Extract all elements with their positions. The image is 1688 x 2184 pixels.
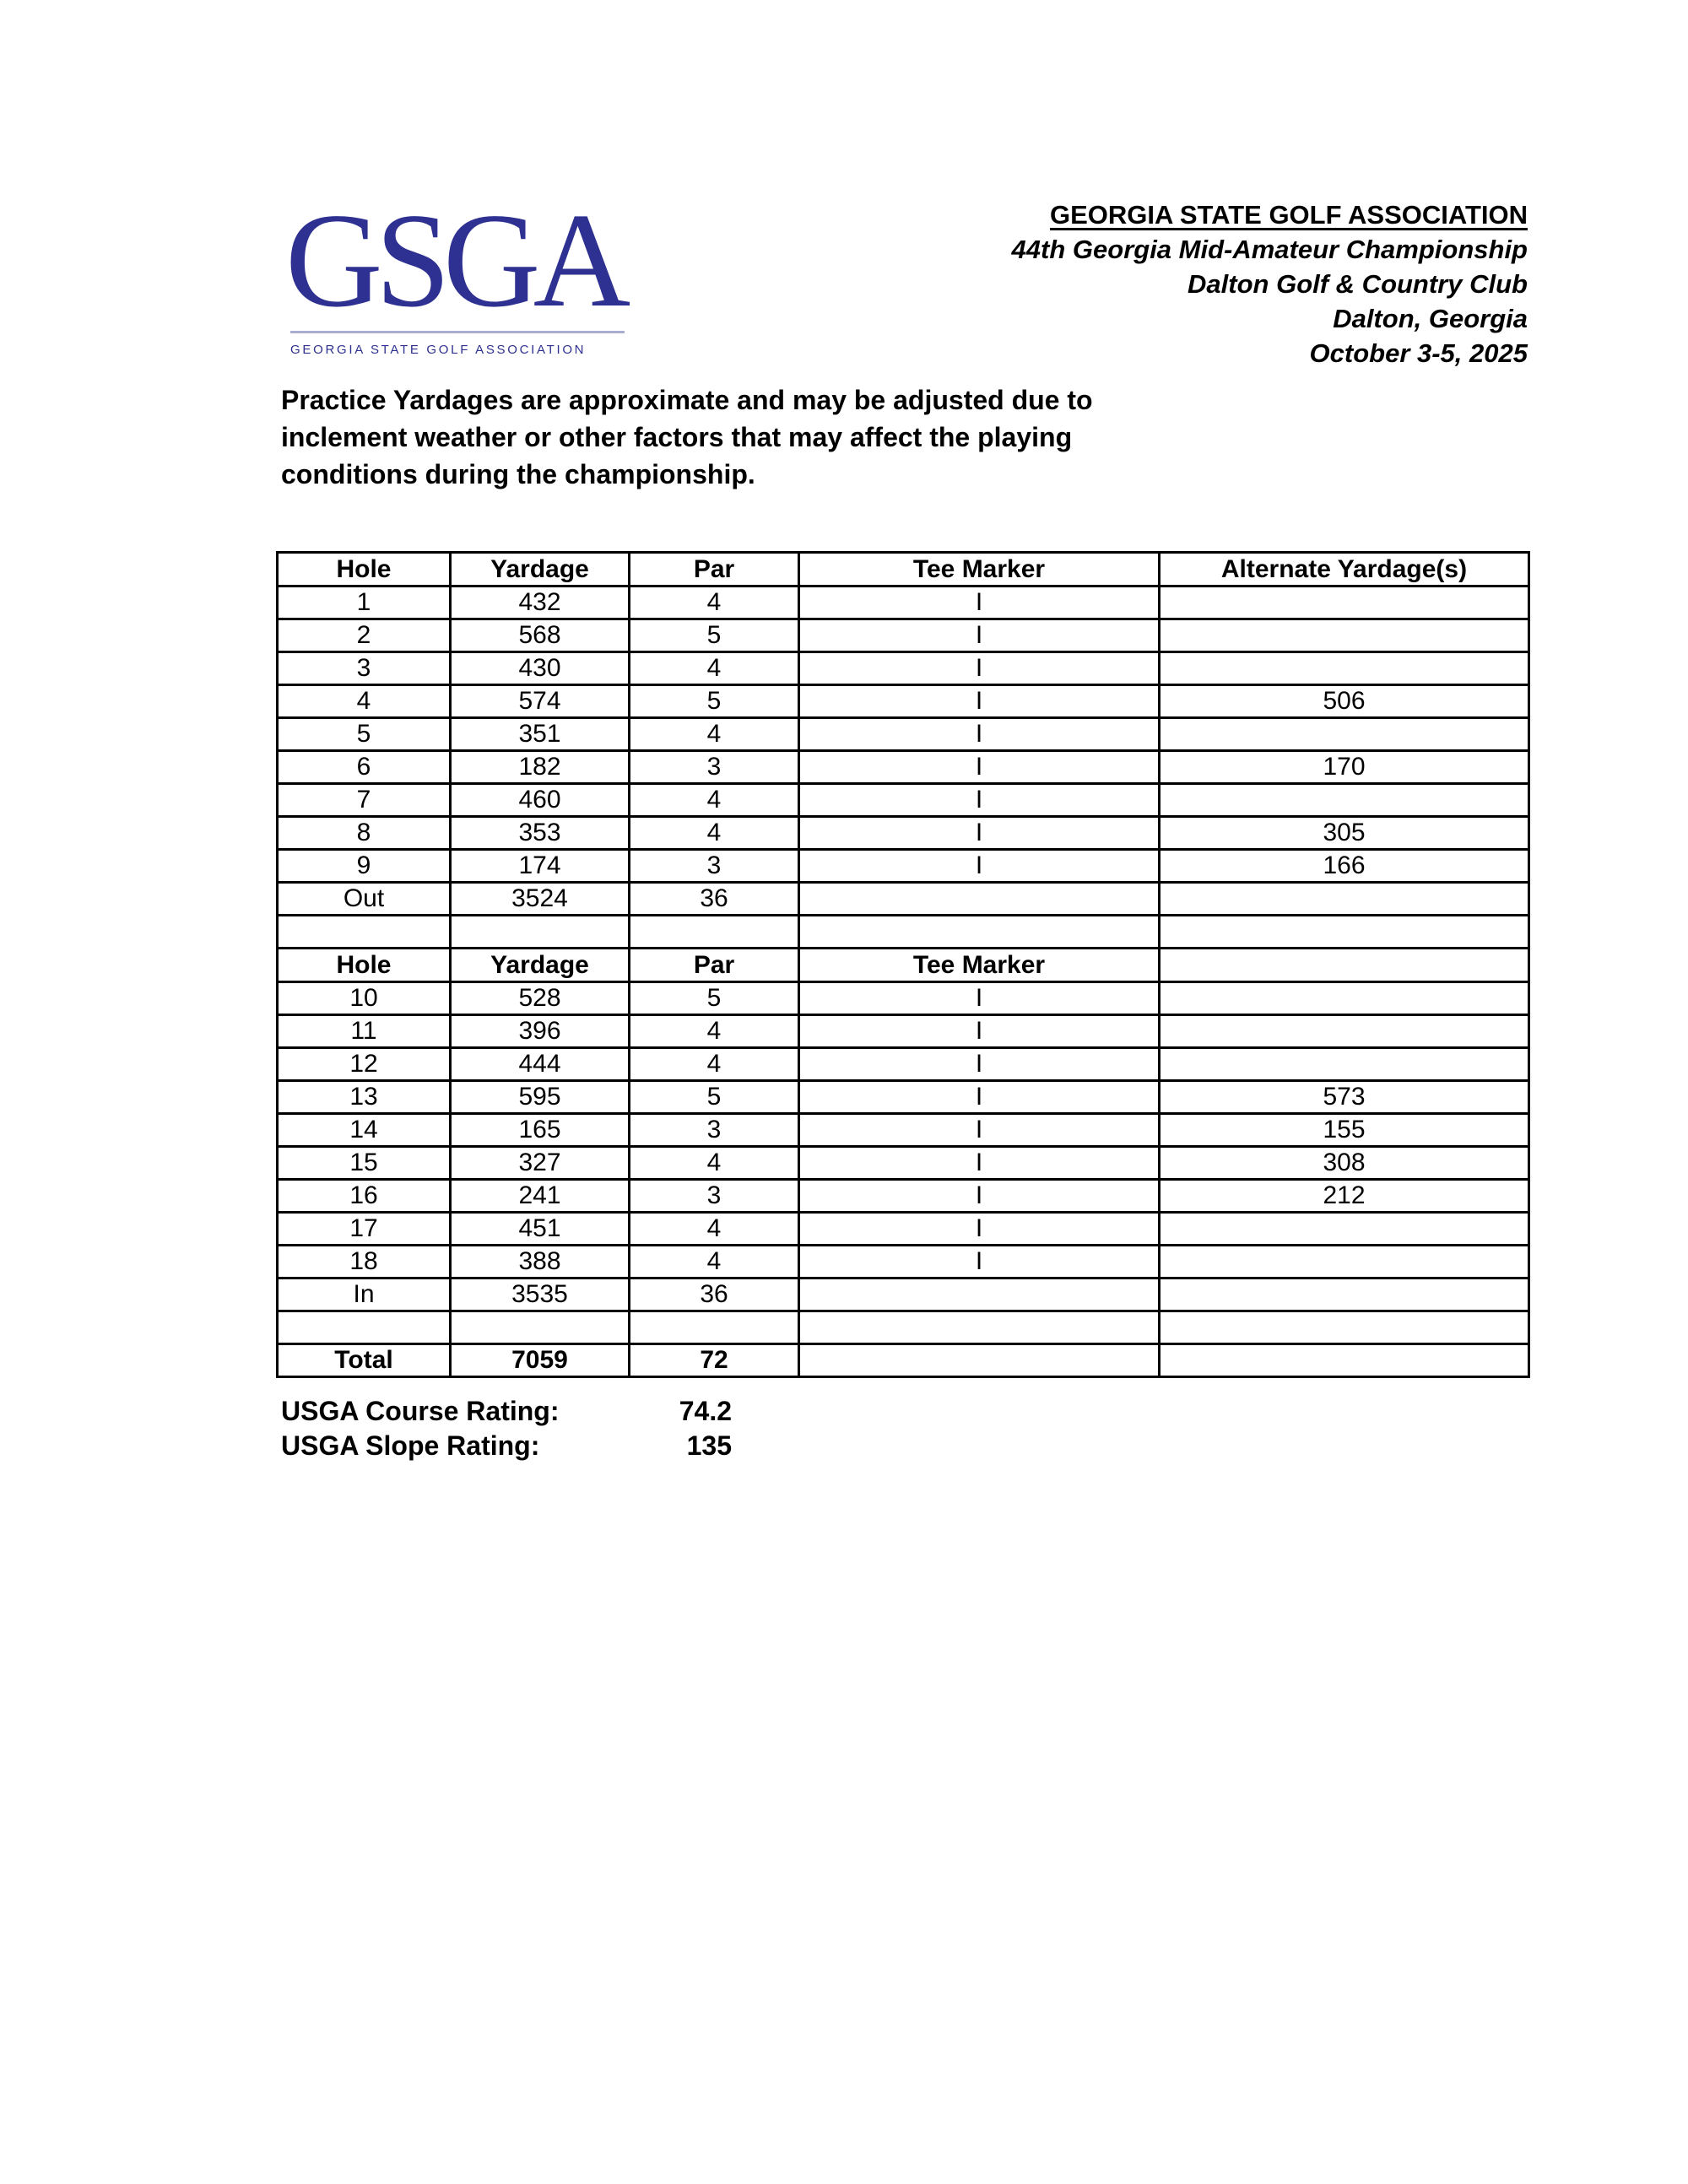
hole-cell: 10 [278,982,451,1015]
par-cell: 36 [630,1279,799,1311]
table-header-row [278,949,1529,982]
tee-marker-cell: I [799,982,1160,1015]
table-row [278,1147,1529,1180]
yardage-cell: 432 [451,587,630,619]
yardage-cell: 3524 [451,883,630,916]
tee-marker-cell [799,1311,1160,1344]
hole-cell [278,916,451,949]
yardage-cell: 353 [451,817,630,850]
par-cell: 3 [630,1180,799,1213]
col-header-par: Par [630,949,799,982]
table-row [278,817,1529,850]
hole-cell: 15 [278,1147,451,1180]
alternate-yardage-cell [1160,1015,1529,1048]
notice-line: Practice Yardages are approximate and may be adjusted due to [281,385,1093,415]
table-row [278,587,1529,619]
alternate-yardage-cell: 212 [1160,1180,1529,1213]
hole-cell: 18 [278,1246,451,1279]
tee-marker-cell: I [799,1246,1160,1279]
tee-marker-cell: I [799,1015,1160,1048]
total-alternate-cell [1160,1344,1529,1377]
alternate-yardage-cell [1160,784,1529,817]
table-row [278,1279,1529,1311]
alternate-yardage-cell [1160,1279,1529,1311]
tee-marker-cell: I [799,1048,1160,1081]
hole-cell: 1 [278,587,451,619]
hole-cell: 2 [278,619,451,652]
alternate-yardage-cell [1160,1311,1529,1344]
yardage-cell: 396 [451,1015,630,1048]
table-row [278,1311,1529,1344]
tee-marker-cell: I [799,685,1160,718]
yardage-cell: 451 [451,1213,630,1246]
tee-marker-cell: I [799,1147,1160,1180]
yardage-cell: 444 [451,1048,630,1081]
tee-marker-cell [799,883,1160,916]
back-nine-rows [278,982,1529,1344]
hole-cell: 17 [278,1213,451,1246]
par-cell: 5 [630,619,799,652]
table-row [278,751,1529,784]
yardage-cell: 241 [451,1180,630,1213]
col-header-par: Par [630,553,799,587]
table-row [278,850,1529,883]
back-nine-header [278,949,1529,982]
tee-marker-cell: I [799,718,1160,751]
table-row [278,1180,1529,1213]
tee-marker-cell: I [799,587,1160,619]
alternate-yardage-cell: 308 [1160,1147,1529,1180]
table-row [278,685,1529,718]
tee-marker-cell: I [799,751,1160,784]
table-row [278,1081,1529,1114]
gsga-logo [285,185,625,357]
yardage-cell: 460 [451,784,630,817]
alternate-yardage-cell [1160,718,1529,751]
par-cell: 5 [630,982,799,1015]
yardage-cell: 574 [451,685,630,718]
association-title: GEORGIA STATE GOLF ASSOCIATION [1049,200,1528,230]
venue-location: Dalton, Georgia [1333,304,1528,333]
table-row [278,1048,1529,1081]
hole-cell: 12 [278,1048,451,1081]
par-cell: 4 [630,718,799,751]
yardage-cell: 182 [451,751,630,784]
alternate-yardage-cell [1160,619,1529,652]
total-tee-marker-cell [799,1344,1160,1377]
championship-header [1012,197,1528,370]
yardage-table [276,551,1530,1378]
table-row [278,652,1529,685]
total-section [278,1344,1529,1377]
course-rating-value: 74.2 [679,1396,732,1426]
hole-cell: 4 [278,685,451,718]
alternate-yardage-cell: 170 [1160,751,1529,784]
yardage-cell: 3535 [451,1279,630,1311]
tee-marker-cell: I [799,1114,1160,1147]
par-cell: 4 [630,652,799,685]
par-cell [630,916,799,949]
yardage-cell: 388 [451,1246,630,1279]
tee-marker-cell [799,916,1160,949]
alternate-yardage-cell [1160,916,1529,949]
tee-marker-cell: I [799,784,1160,817]
gsga-logo-acronym: GSGA [285,185,624,335]
alternate-yardage-cell [1160,883,1529,916]
yardage-cell: 568 [451,619,630,652]
alternate-yardage-cell [1160,1048,1529,1081]
tee-marker-cell: I [799,850,1160,883]
col-header-yardage: Yardage [451,553,630,587]
par-cell: 3 [630,850,799,883]
alternate-yardage-cell [1160,652,1529,685]
alternate-yardage-cell [1160,1213,1529,1246]
yardage-cell [451,916,630,949]
table-header-row [278,553,1529,587]
tee-marker-cell: I [799,619,1160,652]
notice-line: inclement weather or other factors that may affect the playing [281,422,1073,452]
hole-cell: 11 [278,1015,451,1048]
table-row [278,916,1529,949]
alternate-yardage-cell [1160,587,1529,619]
tee-marker-cell: I [799,817,1160,850]
table-row [278,718,1529,751]
hole-cell: 16 [278,1180,451,1213]
tee-marker-cell: I [799,1180,1160,1213]
table-row [278,883,1529,916]
par-cell: 4 [630,1246,799,1279]
par-cell: 4 [630,817,799,850]
par-cell: 5 [630,685,799,718]
par-cell: 4 [630,1048,799,1081]
championship-name: 44th Georgia Mid-Amateur Championship [1011,235,1528,264]
course-rating-line [281,1394,732,1429]
hole-cell: 5 [278,718,451,751]
slope-rating-value: 135 [686,1430,732,1461]
col-header-tee-marker: Tee Marker [799,553,1160,587]
yardage-cell: 430 [451,652,630,685]
gsga-logo-caption: GEORGIA STATE GOLF ASSOCIATION [290,343,587,357]
front-nine-rows [278,587,1529,949]
table-row [278,1213,1529,1246]
table-row [278,1015,1529,1048]
tee-marker-cell: I [799,1213,1160,1246]
hole-cell [278,1311,451,1344]
total-par-cell: 72 [630,1344,799,1377]
par-cell: 4 [630,1015,799,1048]
table-row [278,1114,1529,1147]
hole-cell: 9 [278,850,451,883]
par-cell: 3 [630,751,799,784]
hole-cell: 14 [278,1114,451,1147]
yardage-cell: 528 [451,982,630,1015]
slope-rating-label: USGA Slope Rating: [281,1430,540,1461]
venue-name: Dalton Golf & Country Club [1188,269,1528,299]
table-row [278,982,1529,1015]
par-cell: 4 [630,1147,799,1180]
table-row [278,784,1529,817]
total-row [278,1344,1529,1377]
hole-cell: 7 [278,784,451,817]
event-dates: October 3-5, 2025 [1309,338,1528,368]
alternate-yardage-cell: 573 [1160,1081,1529,1114]
par-cell: 3 [630,1114,799,1147]
col-header-hole: Hole [278,949,451,982]
hole-cell: Out [278,883,451,916]
col-header-hole: Hole [278,553,451,587]
hole-cell: In [278,1279,451,1311]
col-header-alternate-yardage: Alternate Yardage(s) [1160,553,1529,587]
front-nine-header [278,553,1529,587]
alternate-yardage-cell: 506 [1160,685,1529,718]
course-rating-label: USGA Course Rating: [281,1396,560,1426]
total-yardage-cell: 7059 [451,1344,630,1377]
yardage-cell: 595 [451,1081,630,1114]
yardage-cell: 165 [451,1114,630,1147]
tee-marker-cell: I [799,1081,1160,1114]
total-label-cell: Total [278,1344,451,1377]
usga-ratings [281,1394,732,1463]
hole-cell: 6 [278,751,451,784]
notice-line: conditions during the championship. [281,459,755,489]
alternate-yardage-cell: 305 [1160,817,1529,850]
table-row [278,1246,1529,1279]
par-cell: 36 [630,883,799,916]
par-cell: 4 [630,587,799,619]
par-cell [630,1311,799,1344]
practice-yardage-notice [281,381,1093,493]
hole-cell: 13 [278,1081,451,1114]
yardage-cell [451,1311,630,1344]
alternate-yardage-cell: 155 [1160,1114,1529,1147]
table-row [278,619,1529,652]
yardage-cell: 327 [451,1147,630,1180]
yardage-cell: 351 [451,718,630,751]
par-cell: 4 [630,784,799,817]
yardage-cell: 174 [451,850,630,883]
col-header-blank [1160,949,1529,982]
col-header-tee-marker: Tee Marker [799,949,1160,982]
alternate-yardage-cell [1160,982,1529,1015]
hole-cell: 8 [278,817,451,850]
slope-rating-line [281,1429,732,1463]
par-cell: 4 [630,1213,799,1246]
tee-marker-cell [799,1279,1160,1311]
alternate-yardage-cell [1160,1246,1529,1279]
par-cell: 5 [630,1081,799,1114]
col-header-yardage: Yardage [451,949,630,982]
alternate-yardage-cell: 166 [1160,850,1529,883]
hole-cell: 3 [278,652,451,685]
tee-marker-cell: I [799,652,1160,685]
